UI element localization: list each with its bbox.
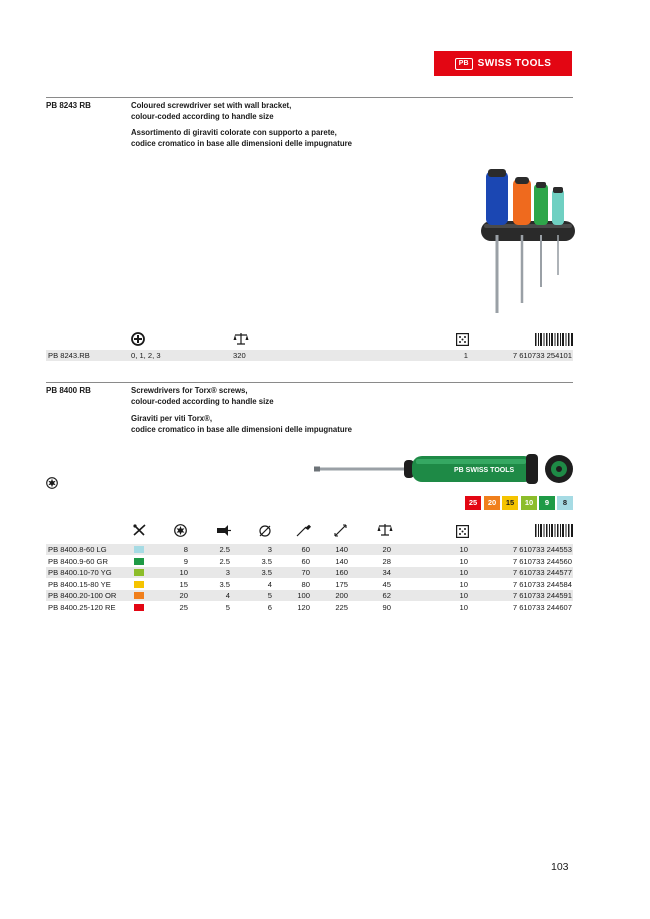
- cell-total: 140: [335, 556, 348, 566]
- cell-total: 175: [335, 579, 348, 589]
- torx-screwdriver-image: [312, 452, 575, 488]
- cell-ean: 7 610733 244560: [512, 556, 572, 566]
- cell-total: 160: [335, 568, 348, 577]
- size-badge: 8: [557, 496, 573, 510]
- product-code: PB 8243 RB: [46, 101, 91, 110]
- cell-ean: 7 610733 244591: [512, 591, 572, 600]
- pack-quantity-icon: [456, 525, 469, 541]
- description-en: Coloured screwdriver set with wall bracket, colour-coded according to handle size: [131, 101, 292, 121]
- screw-size-icon: [216, 524, 232, 540]
- cell-total: 200: [335, 591, 348, 600]
- section-divider: [46, 382, 573, 383]
- torx-size-icon: [174, 524, 187, 540]
- cell-c3: 2.5: [219, 556, 230, 566]
- cell-c3: 2.5: [219, 545, 230, 554]
- cell-dia: 6: [267, 602, 272, 612]
- cell-ean: 7 610733 244553: [512, 545, 572, 554]
- cell-pack: 10: [459, 556, 468, 566]
- logo-text: SWISS TOOLS: [477, 58, 552, 69]
- diameter-icon: [258, 524, 272, 540]
- cell-weight: 90: [382, 602, 391, 612]
- cell-dia: 3.5: [261, 556, 272, 566]
- cell-blade: 60: [301, 545, 310, 554]
- cell-article: PB 8400.8-60 LG: [48, 545, 107, 554]
- cell-torx: 20: [179, 591, 188, 600]
- blade-length-icon: [296, 524, 312, 540]
- handle-brand-text: PB SWISS TOOLS: [454, 467, 515, 474]
- size-badge: 9: [539, 496, 555, 510]
- cell-torx: 15: [179, 579, 188, 589]
- product-code: PB 8400 RB: [46, 386, 91, 395]
- cell-dia: 5: [267, 591, 272, 600]
- cell-dia: 3.5: [261, 568, 272, 577]
- cell-ean: 7 610733 244584: [512, 579, 572, 589]
- cell-blade: 60: [301, 556, 310, 566]
- colour-code-icon: [132, 523, 148, 539]
- cell-torx: 9: [183, 556, 188, 566]
- barcode-icon: [535, 524, 573, 537]
- cell-weight: 45: [382, 579, 391, 589]
- phillips-tip-icon: [131, 332, 145, 348]
- page-number: 103: [551, 861, 569, 873]
- cell-weight: 34: [382, 568, 391, 577]
- table-row: [46, 590, 573, 601]
- pack-quantity-icon: [456, 333, 469, 349]
- table-row: [46, 567, 573, 578]
- cell-article: PB 8400.25-120 RE: [48, 602, 116, 612]
- cell-weight: 28: [382, 556, 391, 566]
- barcode-icon: [535, 333, 573, 346]
- weight-scale-icon: [377, 523, 393, 539]
- torx-profile-icon: [46, 477, 58, 489]
- cell-blade: 120: [297, 602, 310, 612]
- cell-total: 225: [335, 602, 348, 612]
- table-row: PB 8243.RB 0, 1, 2, 3 320 1 7 610733 254101: [48, 351, 572, 360]
- overall-length-icon: [334, 524, 350, 540]
- cell-pack: 10: [459, 602, 468, 612]
- colour-swatch: [134, 558, 144, 565]
- cell-total: 140: [335, 545, 348, 554]
- colour-swatch: [134, 592, 144, 599]
- table-row: [46, 579, 573, 590]
- brand-logo: [434, 51, 572, 76]
- cell-torx: 10: [179, 568, 188, 577]
- cell-dia: 3: [267, 545, 272, 554]
- cell-weight: 20: [382, 545, 391, 554]
- cell-pack: 10: [459, 591, 468, 600]
- size-badge: 25: [465, 496, 481, 510]
- cell-article: PB 8400.20-100 OR: [48, 591, 117, 600]
- colour-swatch: [134, 546, 144, 553]
- size-badge: 20: [484, 496, 500, 510]
- table-row: [46, 556, 573, 567]
- description-it: Giraviti per viti Torx®, codice cromatico in base alle dimensioni delle impugnature: [131, 414, 352, 434]
- cell-blade: 70: [301, 568, 310, 577]
- cell-c3: 4: [225, 591, 230, 600]
- cell-article: PB 8400.9-60 GR: [48, 556, 108, 566]
- cell-blade: 80: [301, 579, 310, 589]
- cell-c3: 3.5: [219, 579, 230, 589]
- description-en: Screwdrivers for Torx® screws, colour-coded according to handle size: [131, 386, 274, 406]
- cell-c3: 5: [225, 602, 230, 612]
- cell-c3: 3: [225, 568, 230, 577]
- cell-torx: 8: [183, 545, 188, 554]
- table-row: [46, 544, 573, 555]
- colour-swatch: [134, 581, 144, 588]
- cell-article: PB 8400.15-80 YE: [48, 579, 111, 589]
- cell-ean: 7 610733 244577: [512, 568, 572, 577]
- size-badge: 15: [502, 496, 518, 510]
- cell-pack: 10: [459, 579, 468, 589]
- colour-swatch: [134, 604, 144, 611]
- screwdriver-set-image: [478, 165, 578, 325]
- cell-pack: 10: [459, 568, 468, 577]
- description-it: Assortimento di giraviti colorate con supporto a parete, codice cromatico in base alle dimensioni delle impugnature: [131, 128, 352, 148]
- size-badge: 10: [521, 496, 537, 510]
- cell-ean: 7 610733 244607: [512, 602, 572, 612]
- cell-torx: 25: [179, 602, 188, 612]
- colour-swatch: [134, 569, 144, 576]
- weight-scale-icon: [233, 332, 249, 348]
- cell-dia: 4: [267, 579, 272, 589]
- section-divider: [46, 97, 573, 98]
- table-row: [46, 602, 573, 613]
- cell-weight: 62: [382, 591, 391, 600]
- logo-mark: PB: [455, 58, 473, 70]
- cell-blade: 100: [297, 591, 310, 600]
- cell-pack: 10: [459, 545, 468, 554]
- cell-article: PB 8400.10-70 YG: [48, 568, 112, 577]
